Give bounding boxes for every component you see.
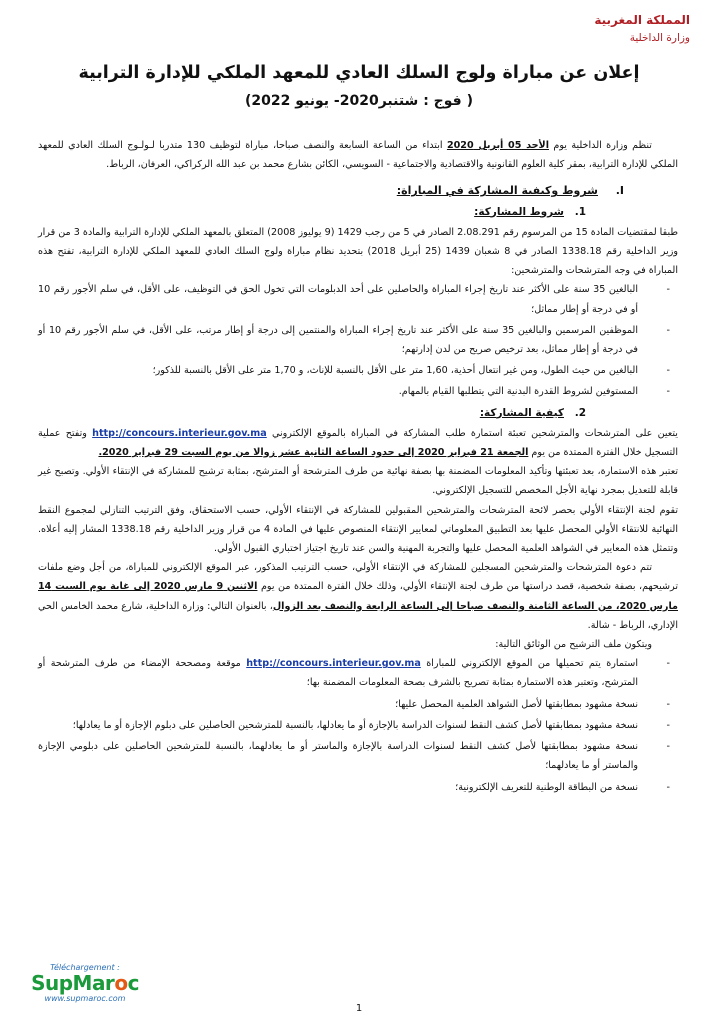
- exam-date: الأحد 05 أبريل 2020: [446, 140, 549, 151]
- conditions-intro: طبقا لمقتضيات المادة 15 من المرسوم رقم 2.08.291 الصادر في 5 من رجب 1429 (9 يوليوز 2008) المتعلق بالمعهد الملكي للإدارة الترابية والمادة 3 من قرار وزير الداخلية رقم 1338.18 الصادر في 8 شعبان 1439 (25 أبريل 2018) بتحديد نظام مباراة ولوج السلك العادي للمعهد الملكي للإدارة الترابية، تفتح هذه المباراة في وجه المترشحات والمترشحين:: [38, 226, 679, 277]
- supmaroc-watermark: [20, 963, 150, 1003]
- deposit-period: الاثنين 9 مارس 2020 إلى غاية يوم السبت 14 مارس 2020، من الساعة الثامنة والنصف صباحا إلى الساعة الرابعة والنصف بعد الزوال: [38, 581, 678, 612]
- kingdom-name: المملكة المغربية: [594, 13, 690, 27]
- documents-intro: ويتكون ملف الترشيح من الوثائق التالية:: [495, 639, 652, 651]
- file-deposit-paragraph: تتم دعوة المترشحات والمترشحين المسجلين للمشاركة في الإنتقاء الأولي، حسب الترتيب المذكور، عبر الموقع الإلكتروني للمباراة، من أجل وضع ملفات ترشيحهم، بصفة شخصية، قصد دراستها من طرف لجنة الإنتقاء الأولي، وذلك خلال الفترة الممتدة من يوم الاثنين 9 مارس 2020 إلى غاية يوم السبت 14 مارس 2020، من الساعة الثامنة والنصف صباحا إلى الساعة الرابعة والنصف بعد الزوال، بالعنوان التالي: وزارة الداخلية، شارع محمد الخامس الحي الإداري، الرباط - شالة.: [38, 562, 679, 631]
- watermark-download-label: Téléchargement :: [50, 963, 120, 972]
- conditions-list: [38, 280, 678, 401]
- list-item: - نسخة مشهود بمطابقتها لأصل الشواهد العلمية المحصل عليها؛: [395, 698, 670, 710]
- list-item: - نسخة مشهود بمطابقتها لأصل كشف النقط لسنوات الدراسة بالإجازة والماستر أو ما يعادلهما، بالنسبة للمترشحين الحاصلين على دبلومي الإجازة والماستر أو ما يعادلهما؛: [38, 741, 670, 772]
- list-item: - البالغين من حيث الطول، ومن غير انتعال أحذية، 1,60 متر على الأقل بالنسبة للإناث، و 1,70 متر على الأقل بالنسبة للذكور؛: [152, 365, 670, 377]
- list-item: - نسخة من البطاقة الوطنية للتعريف الإلكترونية؛: [455, 781, 670, 793]
- page-number: 1: [355, 1003, 363, 1014]
- list-item: - الموظفين المرسمين والبالغين 35 سنة على الأكثر عند تاريخ إجراء المباراة والمنتمين إلى درجة أو إطار مرتب، على الأقل، في سلم الأجور رقم 10 أو في درجة أو إطار مماثل، بعد ترخيص صريح من لدن إدارتهم؛: [38, 324, 670, 356]
- subsection-heading-conditions: 1.شروط المشاركة:: [474, 205, 586, 218]
- subsection-heading-participation: 2.كيفية المشاركة:: [479, 406, 586, 419]
- list-item: - المستوفين لشروط القدرة البدنية التي يتطلبها القيام بالمهام.: [398, 386, 670, 398]
- document-body: [38, 136, 678, 799]
- list-item: - استمارة يتم تحميلها من الموقع الإلكتروني للمباراة http://concours.interieur.gov.ma موقعة ومصححة الإمضاء من طرف المترشحة أو المترشح، وتعتبر هذه الاستمارة بمثابة تصريح بالشرف بصحة المعلومات المضمنة بها؛: [38, 658, 670, 689]
- list-item: - نسخة مشهود بمطابقتها لأصل كشف النقط لسنوات الدراسة بالإجازة أو ما يعادلها، بالنسبة للمترشحين الحاصلين على دبلوم الإجازة أو ما يعادلها؛: [72, 719, 670, 731]
- supmaroc-logo: SupMaroc: [31, 971, 139, 995]
- documents-list: [38, 654, 678, 796]
- letterhead: [594, 12, 690, 46]
- watermark-url: www.supmaroc.com: [44, 994, 126, 1003]
- intro-paragraph: تنظم وزارة الداخلية يوم الأحد 05 أبريل 2020 ابتداء من الساعة السابعة والنصف صباحا، مباراة لتوظيف 130 متدربا لـولـوج السلك العادي للمعهد الملكي للإدارة الترابية، بمقر كلية العلوم القانونية والاقتصادية والاجتماعية - السويسي، الكائن بشارع محمد بن عبد الله الركراكي، العرفان، الرباط.: [38, 140, 678, 171]
- selection-paragraph: تقوم لجنة الإنتقاء الأولي بحصر لائحة المترشحات والمترشحين المقبولين للمشاركة في الإنتقاء الأولي، حسب الاستحقاق، وفق الترتيب التنازلي لمجموع النقط النهائية للانتقاء الأولي المحصل عليها بعد التطبيق المعلوماتي لمعايير الإنتقاء المنصوص عليها في المادة 4 من قرار وزير الداخلية رقم 1338.18 المشار إليه أعلاه. وتتمثل هذه المعايير في الشواهد العلمية المحصل عليها والتجربة المهنية والسن عند تاريخ اجتياز اختباري القبول الأولي.: [38, 504, 679, 555]
- form-paragraph: تعتبر هذه الاستمارة، بعد تعبئتها وتأكيد المعلومات المضمنة بها بصفة نهائية من طرف المترشحة أو المترشح، بمثابة ترشيح للمشاركة في الإنتقاء الأولي. وتصبح غير قابلة للتعديل بمجرد نهاية الأجل المخصص للتسجيل الإلكتروني.: [38, 466, 678, 497]
- registration-period: الجمعة 21 فبراير 2020 إلى حدود الساعة الثانية عشر زوالا من يوم السبت 29 فبراير 2020.: [98, 447, 529, 459]
- registration-paragraph: يتعين على المترشحات والمترشحين تعبئة استمارة طلب المشاركة في المباراة بالموقع الإلكتروني http://concours.interieur.gov.ma وتفتح عملية التسجيل خلال الفترة الممتدة من يوم الجمعة 21 فبراير 2020 إلى حدود الساعة الثانية عشر زوالا من يوم السبت 29 فبراير 2020.: [38, 427, 678, 459]
- announcement-title-block: [0, 60, 718, 112]
- concours-link[interactable]: http://concours.interieur.gov.ma: [92, 427, 267, 439]
- announcement-subtitle: ( فوج : شتنبر2020- يونيو 2022): [245, 93, 473, 109]
- ministry-name: وزارة الداخلية: [629, 32, 690, 44]
- section-heading-1: I.شروط وكيفية المشاركة في المباراة:: [396, 184, 624, 198]
- concours-link[interactable]: http://concours.interieur.gov.ma: [246, 658, 421, 670]
- list-item: - البالغين 35 سنة على الأكثر عند تاريخ إجراء المباراة والحاصلين على أحد الدبلومات التي تخول الحق في التوظيف، على الأقل، في سلم الأجور رقم 10 أو في درجة أو إطار مماثل؛: [38, 284, 670, 315]
- announcement-title: إعلان عن مباراة ولوج السلك العادي للمعهد الملكي للإدارة الترابية: [78, 63, 640, 83]
